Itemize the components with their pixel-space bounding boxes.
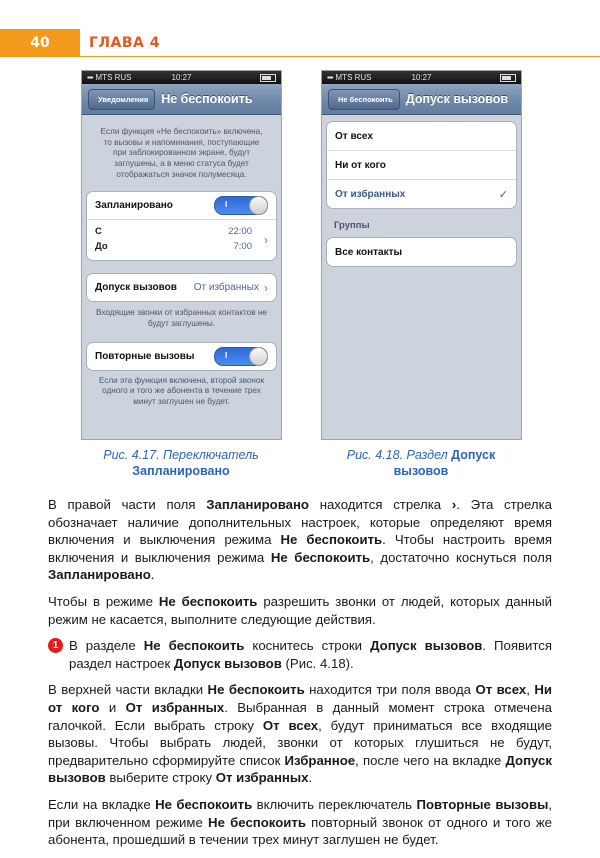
back-button[interactable]: Не беспокоить (328, 89, 400, 110)
clock: 10:27 (171, 73, 192, 82)
allow-calls-label: Допуск вызовов (95, 282, 177, 294)
body-text (48, 496, 552, 858)
scheduled-toggle[interactable] (214, 196, 268, 215)
group-all-contacts[interactable] (327, 238, 516, 266)
status-bar (322, 71, 521, 84)
option-label: Ни от кого (335, 159, 386, 171)
option-favorites[interactable] (327, 179, 516, 208)
back-button[interactable]: Уведомления (88, 89, 155, 110)
repeated-calls-label: Повторные вызовы (95, 350, 195, 362)
paragraph: В верхней части вкладки Не беспокоить находится три поля ввода От всех, Ни от кого и От избранных. Выбранная в данный момент строка отмечена галочкой. Если выбрать строку От всех, будут приниматься все входящие вызовы. Чтобы выбрать людей, звонки от которых глушиться не будут, предварительно сформируйте список Избранное, после чего на вкладке Допуск вызовов выберите строку От избранных. (48, 682, 552, 786)
nav-bar (82, 84, 281, 115)
checkmark-icon: ✓ (498, 188, 508, 201)
repeated-calls-row[interactable] (87, 343, 276, 370)
scheduled-row[interactable] (87, 192, 276, 219)
dnd-info: Если функция «Не беспокоить» включена, то вызовы и напоминания, поступающие при заблокированном экране, будут заглушены, а в меню статуса будет отображаться значок полумесяца. (100, 127, 263, 179)
contact-groups (326, 237, 517, 267)
page-number: 40 (0, 29, 80, 57)
repeated-calls-group (86, 342, 277, 371)
caption-bold: Запланировано (132, 464, 230, 479)
figure-caption-4-17 (81, 447, 281, 480)
option-nobody[interactable] (327, 150, 516, 179)
toggle-on-mark: I (225, 200, 228, 210)
chapter-title: ГЛАВА 4 (89, 35, 161, 51)
chevron-right-icon: › (264, 280, 268, 295)
paragraph: Чтобы в режиме Не беспокоить разрешить звонки от людей, которых данный режим не касается, выполните следующие действия. (48, 593, 552, 627)
screenshot-do-not-disturb (81, 70, 282, 440)
schedule-times-row[interactable] (87, 219, 276, 260)
paragraph: В правой части поля Запланировано находится стрелка ›. Эта стрелка обозначает наличие дополнительных настроек, которые определяют время включения и выключения режима Не беспокоить. Чтобы настроить время включения и выключения режима Не беспокоить, достаточно коснуться поля Запланировано. (48, 497, 553, 583)
header-rule (80, 56, 600, 57)
paragraph: Если на вкладке Не беспокоить включить переключатель Повторные вызовы, при включенном режиме Не беспокоить повторный звонок от одного и того же абонента, прошедший в течении трех минут заглушен не будет. (48, 796, 553, 848)
allow-calls-group (86, 273, 277, 302)
step-number-badge: 1 (48, 638, 63, 653)
repeated-calls-toggle[interactable] (214, 347, 268, 366)
carrier-label: MTS RUS (335, 73, 372, 82)
from-label: С (95, 226, 102, 238)
schedule-group (86, 191, 277, 261)
nav-title: Допуск вызовов (405, 92, 509, 106)
step-text: В разделе Не беспокоить коснитесь строки Допуск вызовов. Появится раздел настроек Допуск вызовов (Рис. 4.18). (69, 638, 552, 671)
scheduled-label: Запланировано (95, 200, 173, 212)
allow-calls-value: От избранных (193, 282, 259, 294)
option-label: От избранных (335, 188, 406, 200)
signal-icon: ▪▪▪ (327, 73, 333, 82)
caption-text: Рис. 4.17. Переключатель (103, 448, 259, 462)
nav-bar (322, 84, 521, 115)
numbered-step (48, 637, 552, 672)
toggle-on-mark: I (225, 350, 228, 360)
battery-icon (260, 74, 276, 82)
caption-bold: Допуск вызовов (393, 448, 496, 479)
option-label: От всех (335, 130, 373, 142)
signal-icon: ▪▪▪ (87, 73, 93, 82)
carrier-label: MTS RUS (95, 73, 132, 82)
group-label: Все контакты (335, 246, 403, 258)
toggle-knob (249, 196, 268, 215)
chevron-right-icon: › (264, 233, 268, 248)
to-label: До (95, 241, 108, 253)
arrow-icon: › (451, 497, 457, 512)
toggle-knob (249, 347, 268, 366)
option-everyone[interactable] (327, 122, 516, 150)
to-time: 7:00 (233, 241, 252, 253)
allow-options-group (326, 121, 517, 209)
figure-caption-4-18 (321, 447, 521, 480)
caption-text: Рис. 4.18. Раздел (346, 448, 448, 462)
groups-header: Группы (334, 219, 370, 231)
battery-icon (500, 74, 516, 82)
from-time: 22:00 (228, 226, 252, 238)
screenshot-allow-calls (321, 70, 522, 440)
allow-calls-row[interactable] (87, 274, 276, 301)
allow-calls-note: Входящие звонки от избранных контактов не будут заглушены. (96, 308, 267, 328)
status-bar (82, 71, 281, 84)
clock: 10:27 (411, 73, 432, 82)
nav-title: Не беспокоить (161, 92, 253, 106)
repeated-calls-note: Если эта функция включена, второй звонок одного и того же абонента в течение трех минут заглушен не будет. (98, 375, 265, 406)
